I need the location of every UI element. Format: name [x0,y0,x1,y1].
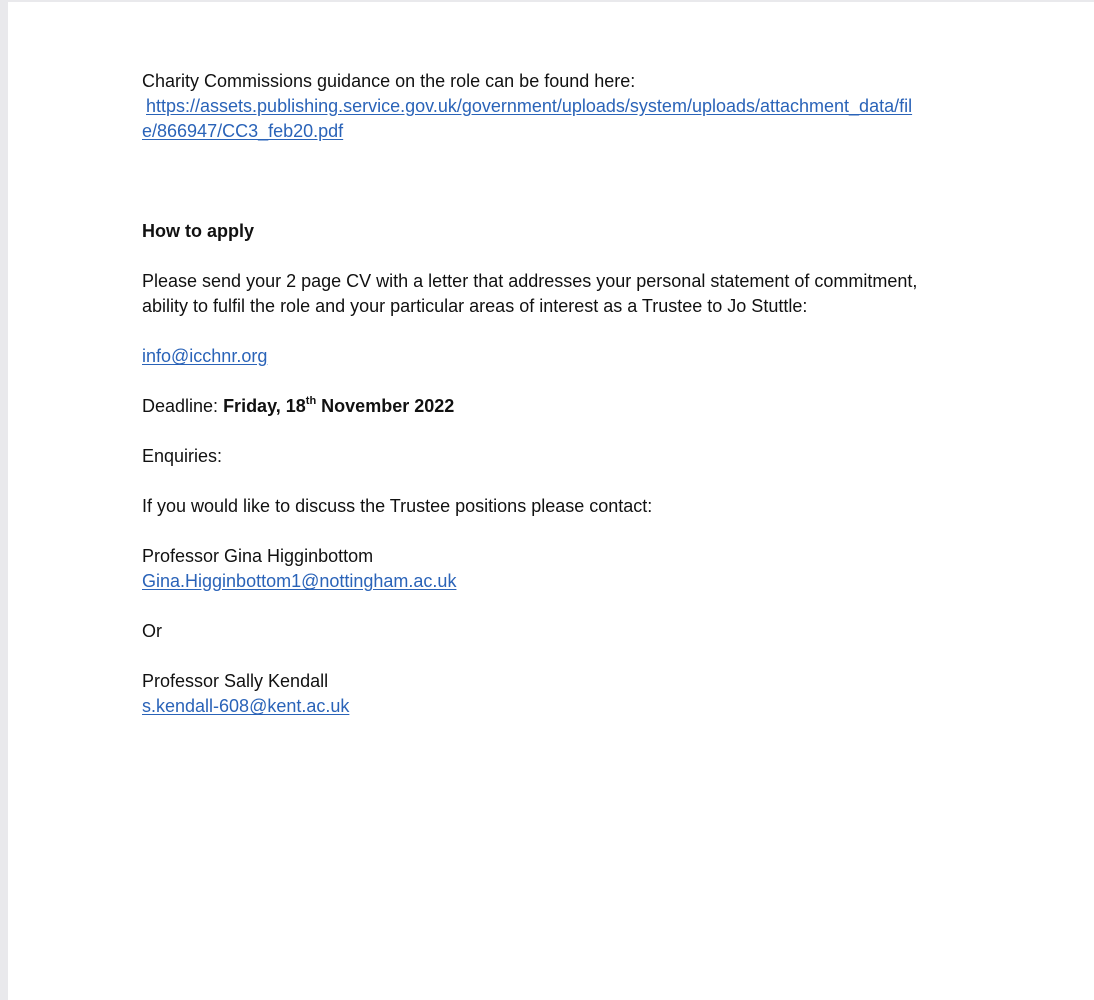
spacer [142,594,1002,619]
deadline-rest: November 2022 [316,396,455,416]
how-to-apply-body-line1: Please send your 2 page CV with a letter that addresses your personal statement of commitment, [142,271,918,291]
apply-email-line [142,344,1002,369]
enquiries-intro: If you would like to discuss the Trustee positions please contact: [142,496,653,516]
contact2-name: Professor Sally Kendall [142,671,329,691]
contact1-email-line [142,569,1002,594]
guidance-link-line2[interactable]: e/866947/CC3_feb20.pdf [142,121,344,141]
contact2-email-line [142,694,1002,719]
deadline-label: Deadline: [142,396,224,416]
deadline-ordinal: th [305,395,317,407]
enquiries-label: Enquiries: [142,446,223,466]
guidance-intro: Charity Commissions guidance on the role can be found here: [142,71,636,91]
spacer [142,644,1002,669]
deadline-line [142,394,1002,419]
contact1-email-link[interactable]: Gina.Higginbottom1@nottingham.ac.uk [142,571,457,591]
spacer [142,519,1002,544]
apply-email-link[interactable]: info@icchnr.org [142,346,268,366]
spacer [142,244,1002,269]
guidance-link-line1[interactable]: https://assets.publishing.service.gov.uk/government/uploads/system/uploads/attachment_data/fil [146,96,913,116]
spacer [142,319,1002,344]
contact2-email-link[interactable]: s.kendall-608@kent.ac.uk [142,696,350,716]
deadline-day: Friday, 18 [223,396,306,416]
or-text: Or [142,621,162,641]
spacer [142,144,1002,219]
document-content [142,69,1002,719]
how-to-apply-heading: How to apply [142,221,254,241]
spacer [142,369,1002,394]
spacer [142,469,1002,494]
spacer [142,419,1002,444]
how-to-apply-body-line2: ability to fulfil the role and your particular areas of interest as a Trustee to Jo Stuttle: [142,296,808,316]
contact1-name: Professor Gina Higginbottom [142,546,374,566]
